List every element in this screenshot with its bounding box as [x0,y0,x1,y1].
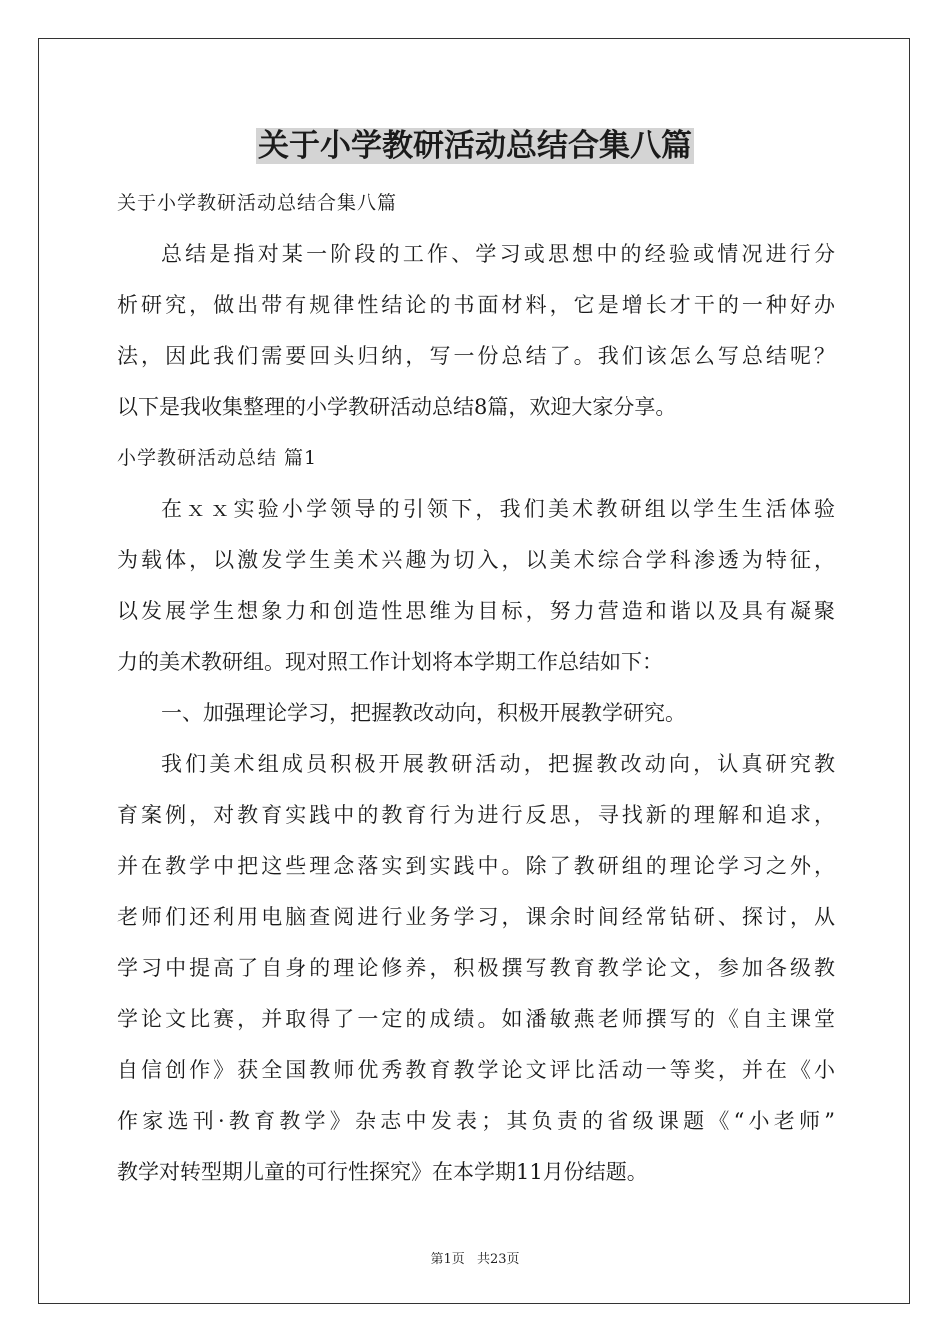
page-footer [0,1248,950,1267]
text-line: 我们美术组成员积极开展教研活动，把握教改动向，认真研究教 [161,752,835,776]
text-line: 析研究，做出带有规律性结论的书面材料，它是增长才干的一种好办 [117,293,835,317]
document-body [117,178,835,1198]
text-line: 并在教学中把这些理念落实到实践中。除了教研组的理论学习之外， [117,854,835,878]
text-line: 小学教研活动总结 篇1 [117,447,318,469]
text-line: 学论文比赛，并取得了一定的成绩。如潘敏燕老师撰写的《自主课堂 [117,1007,835,1031]
text-line: 力的美术教研组。现对照工作计划将本学期工作总结如下： [117,650,663,674]
text-line: 为载体，以激发学生美术兴趣为切入，以美术综合学科渗透为特征， [117,548,835,572]
title-text: 关于小学教研活动总结合集八篇 [258,128,692,164]
text-line: 关于小学教研活动总结合集八篇 [117,192,398,214]
text-line: 在ｘｘ实验小学领导的引领下，我们美术教研组以学生生活体验 [161,497,835,521]
text-line: 育案例，对教育实践中的教育行为进行反思，寻找新的理解和追求， [117,803,835,827]
document-title [0,124,950,168]
text-line: 以下是我收集整理的小学教研活动总结8篇，欢迎大家分享。 [117,395,677,419]
page-number: 第1页 [430,1252,465,1267]
text-line: 以发展学生想象力和创造性思维为目标，努力营造和谐以及具有凝聚 [117,599,835,623]
text-line: 教学对转型期儿童的可行性探究》在本学期11月份结题。 [117,1160,648,1184]
text-line: 学习中提高了自身的理论修养，积极撰写教育教学论文，参加各级教 [117,956,835,980]
text-line: 自信创作》获全国教师优秀教育教学论文评比活动一等奖，并在《小 [117,1058,835,1082]
text-line: 一、加强理论学习，把握教改动向，积极开展教学研究。 [161,701,686,725]
text-line: 法，因此我们需要回头归纳，写一份总结了。我们该怎么写总结呢？ [117,344,835,368]
page-total: 共23页 [476,1252,520,1267]
text-line: 作家选刊·教育教学》杂志中发表；其负责的省级课题《“小老师” [117,1109,835,1133]
text-line: 老师们还利用电脑查阅进行业务学习，课余时间经常钻研、探讨，从 [117,905,835,929]
text-line: 总结是指对某一阶段的工作、学习或思想中的经验或情况进行分 [161,242,835,266]
